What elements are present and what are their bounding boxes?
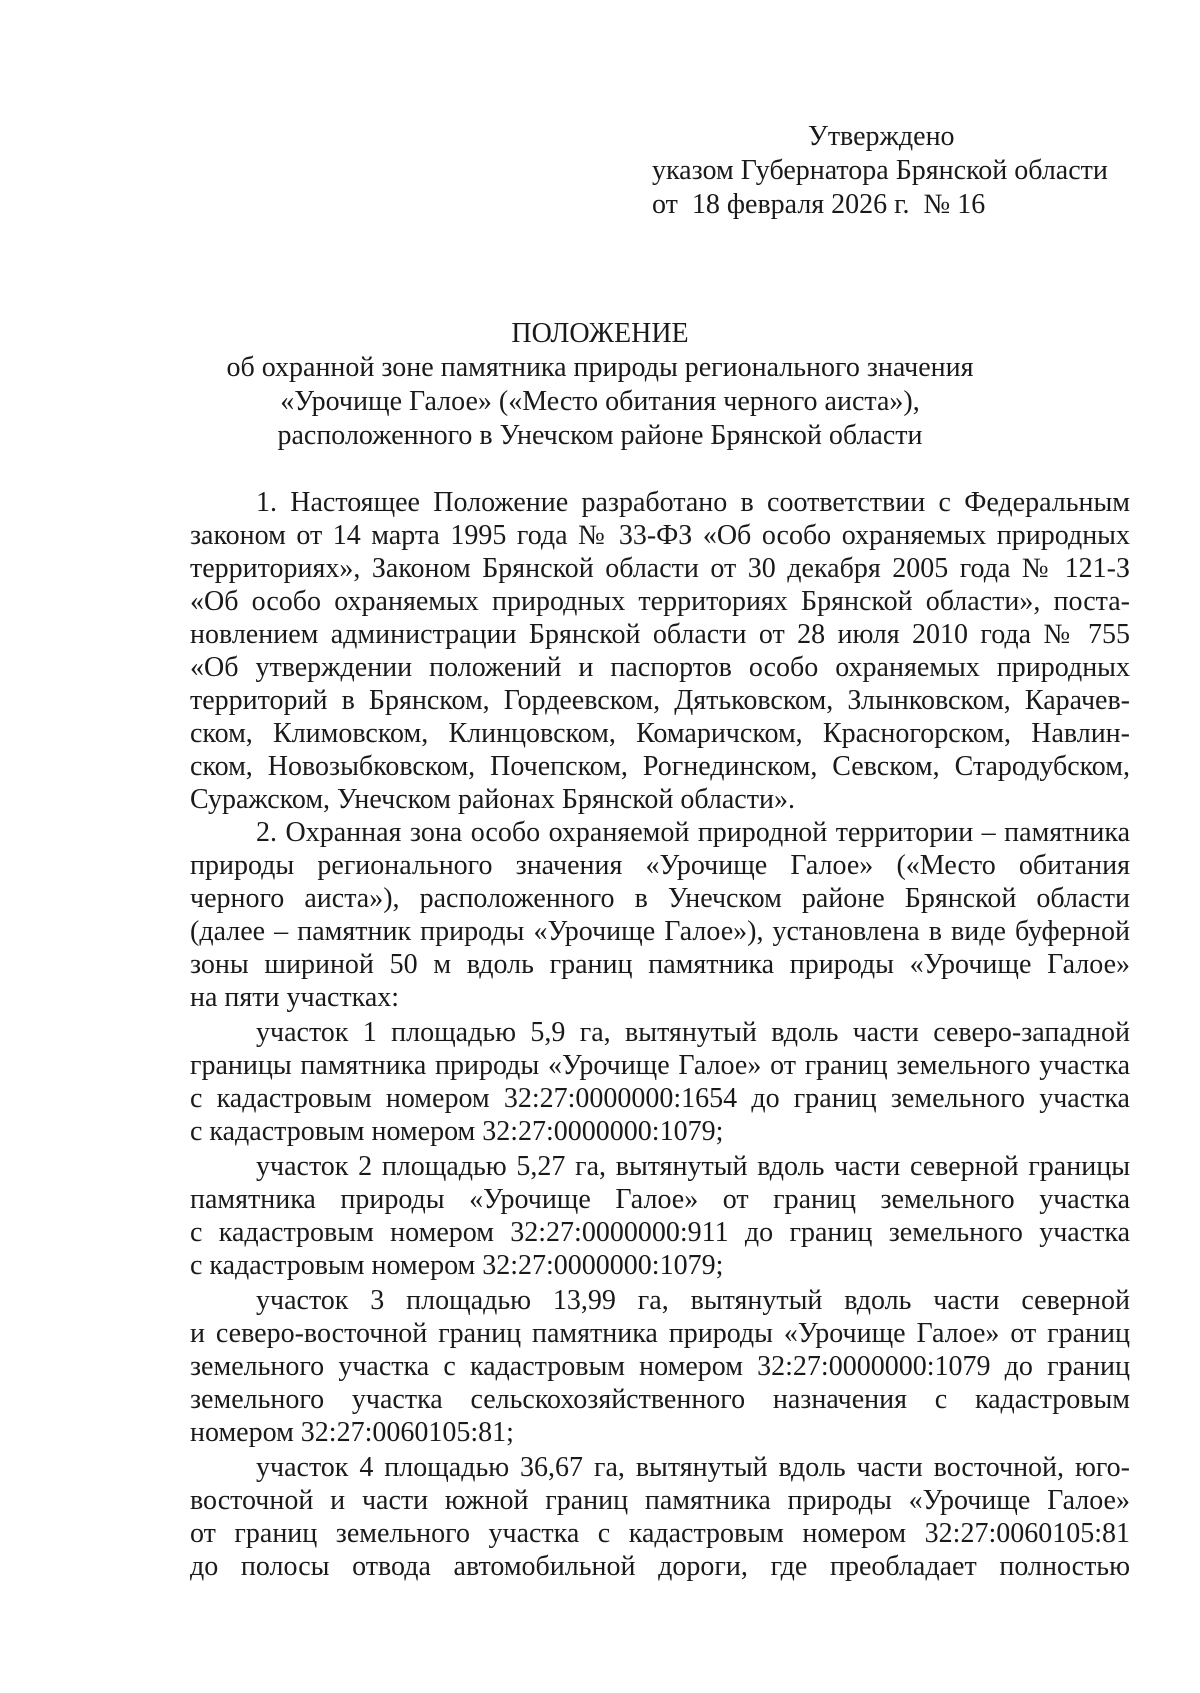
body-line: с кадастровым номером 32:27:0000000:1079; [190, 1250, 724, 1281]
body-line: с кадастровым номером 32:27:0000000:1079; [190, 1116, 724, 1147]
document-subtitle-line-1: об охранной зоне памятника природы регионального значения [226, 352, 974, 383]
document-title: ПОЛОЖЕНИЕ [511, 318, 689, 349]
body-line: до полосы отвода автомобильной дороги, где преобладает полностью [190, 1551, 1130, 1582]
body-line: от границ земельного участка с кадастровым номером 32:27:0060105:81 [190, 1518, 1130, 1549]
body-line: 1. Настоящее Положение разработано в соответствии с Федеральным [256, 487, 1130, 518]
body-line: Суражском, Унечском районах Брянской области». [190, 784, 795, 815]
body-line: «Об особо охраняемых природных территориях Брянской области», поста- [190, 586, 1130, 617]
body-line: земельного участка сельскохозяйственного назначения с кадастровым [190, 1384, 1130, 1415]
body-line: территорий в Брянском, Гордеевском, Дятьковском, Злынковском, Карачев- [190, 685, 1130, 716]
body-line: (далее – памятник природы «Урочище Галое»), установлена в виде буферной [190, 916, 1130, 947]
body-line: на пяти участках: [190, 982, 400, 1013]
body-line: новлением администрации Брянской области от 28 июля 2010 года № 755 [190, 619, 1130, 650]
body-line: участок 1 площадью 5,9 га, вытянутый вдоль части северо-западной [256, 1017, 1130, 1048]
body-line: восточной и части южной границ памятника природы «Урочище Галое» [190, 1485, 1130, 1516]
body-line: участок 3 площадью 13,99 га, вытянутый вдоль части северной [256, 1285, 1130, 1316]
approval-approved: Утверждено [808, 121, 955, 152]
body-line: земельного участка с кадастровым номером 32:27:0000000:1079 до границ [190, 1351, 1130, 1382]
body-line: природы регионального значения «Урочище Галое» («Место обитания [190, 850, 1130, 881]
body-line: ском, Климовском, Клинцовском, Комаричском, Красногорском, Навлин- [190, 718, 1130, 749]
body-line: номером 32:27:0060105:81; [190, 1417, 514, 1448]
document-subtitle-line-3: расположенного в Унечском районе Брянской области [277, 420, 923, 451]
body-line: черного аиста»), расположенного в Унечском районе Брянской области [190, 883, 1130, 914]
body-line: «Об утверждении положений и паспортов особо охраняемых природных [190, 652, 1130, 683]
body-line: памятника природы «Урочище Галое» от границ земельного участка [190, 1184, 1130, 1215]
body-line: территориях», Законом Брянской области от 30 декабря 2005 года № 121-З [190, 553, 1130, 584]
approval-by-decree: указом Губернатора Брянской области [652, 155, 1108, 186]
body-line: зоны шириной 50 м вдоль границ памятника природы «Урочище Галое» [190, 949, 1130, 980]
body-line: 2. Охранная зона особо охраняемой природной территории – памятника [256, 817, 1130, 848]
body-line: ском, Новозыбковском, Почепском, Рогнединском, Севском, Стародубском, [190, 751, 1130, 782]
document-subtitle-line-2: «Урочище Галое» («Место обитания черного аиста»), [280, 386, 920, 417]
body-line: границы памятника природы «Урочище Галое» от границ земельного участка [190, 1050, 1130, 1081]
body-line: законом от 14 марта 1995 года № 33-ФЗ «Об особо охраняемых природных [190, 520, 1130, 551]
body-line: участок 4 площадью 36,67 га, вытянутый вдоль части восточной, юго- [256, 1452, 1130, 1483]
body-line: участок 2 площадью 5,27 га, вытянутый вдоль части северной границы [256, 1151, 1130, 1182]
body-line: с кадастровым номером 32:27:0000000:1654 до границ земельного участка [190, 1083, 1130, 1114]
body-line: с кадастровым номером 32:27:0000000:911 до границ земельного участка [190, 1217, 1130, 1248]
approval-date-number: от 18 февраля 2026 г. № 16 [652, 189, 986, 220]
body-line: и северо-восточной границ памятника природы «Урочище Галое» от границ [190, 1318, 1130, 1349]
